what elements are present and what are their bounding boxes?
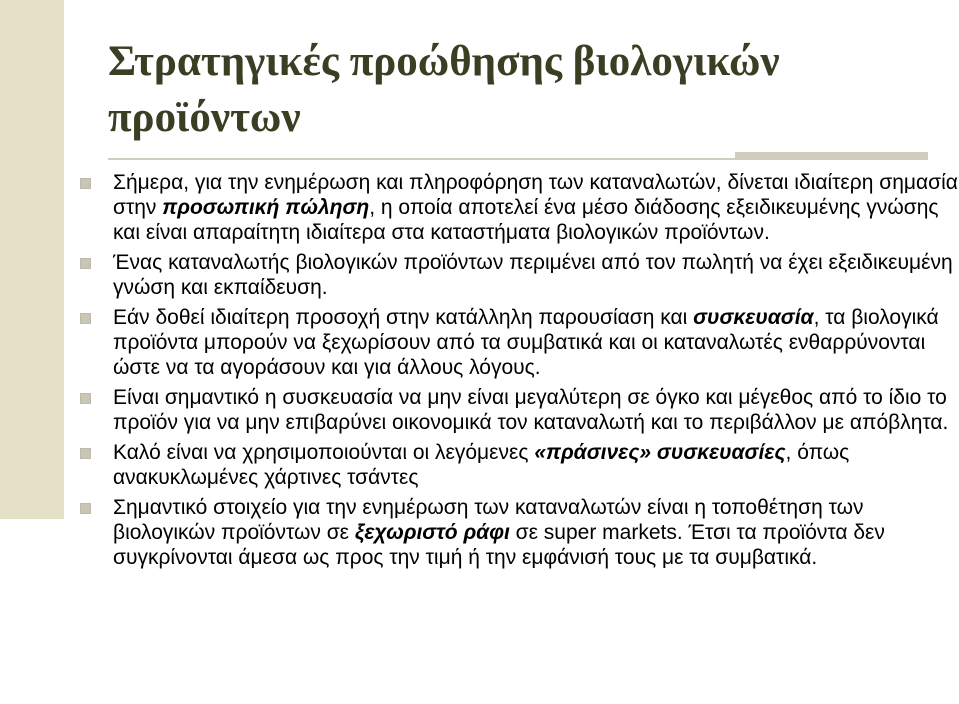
- bullet-square-icon: [80, 448, 91, 459]
- bullet-square-icon: [80, 393, 91, 404]
- bullet-text: , τα βιολογικά προϊόντα μπορούν να ξεχωρίσουν από τα συμβατικά και οι καταναλωτές ενθαρρύνονται ώστε να τα αγοράσουν και για άλλους λόγους.: [113, 306, 939, 379]
- bullet-item: [76, 305, 959, 380]
- title-divider-accent: [735, 152, 928, 159]
- bullet-text: , όπως ανακυκλωμένες χάρτινες τσάντες: [113, 441, 850, 489]
- emphasized-text: ξεχωριστό ράφι: [354, 521, 510, 544]
- bullet-text: , η οποία αποτελεί ένα μέσο διάδοσης εξειδικευμένης γνώσης και είναι απαραίτητη ιδιαίτερα στα καταστήματα βιολογικών προϊόντων.: [113, 196, 939, 244]
- bullet-text: Σημαντικό στοιχείο για την ενημέρωση των καταναλωτών είναι η τοποθέτηση των βιολογικών προϊόντων σε: [113, 496, 864, 544]
- bullet-square-icon: [80, 503, 91, 514]
- bullet-square-icon: [80, 313, 91, 324]
- bullet-item: [76, 440, 959, 490]
- bullet-text: Σήμερα, για την ενημέρωση και πληροφόρηση των καταναλωτών, δίνεται ιδιαίτερη σημασία στην: [113, 171, 958, 219]
- bullet-text: Καλό είναι να χρησιμοποιούνται οι λεγόμενες: [113, 441, 535, 464]
- bullet-text: Εάν δοθεί ιδιαίτερη προσοχή στην κατάλληλη παρουσίαση και: [113, 306, 694, 329]
- bullet-text: Είναι σημαντικό η συσκευασία να μην είναι μεγαλύτερη σε όγκο και μέγεθος από το ίδιο το προϊόν για να μην επιβαρύνει οικονομικά τον καταναλωτή και το περιβάλλον με απόβλητα.: [113, 386, 949, 434]
- bullet-text: Ένας καταναλωτής βιολογικών προϊόντων περιμένει από τον πωλητή να έχει εξειδικευμένη γνώση και εκπαίδευση.: [113, 251, 953, 299]
- bullet-list: [76, 170, 959, 575]
- bullet-square-icon: [80, 258, 91, 269]
- emphasized-text: συσκευασία: [693, 306, 814, 329]
- side-decor-strip: [0, 0, 64, 519]
- bullet-square-icon: [80, 178, 91, 189]
- bullet-item: [76, 385, 959, 435]
- bullet-text: σε super markets. Έτσι τα προϊόντα δεν συγκρίνονται άμεσα ως προς την τιμή ή την εμφάνισή τους με τα συμβατικά.: [113, 521, 885, 569]
- bullet-item: [76, 495, 959, 570]
- slide-title: Στρατηγικές προώθησης βιολογικών προϊόντων: [108, 38, 780, 141]
- bullet-item: [76, 250, 959, 300]
- bullet-item: [76, 170, 959, 245]
- emphasized-text: «πράσινες» συσκευασίες: [534, 441, 786, 464]
- emphasized-text: προσωπική πώληση: [162, 196, 370, 219]
